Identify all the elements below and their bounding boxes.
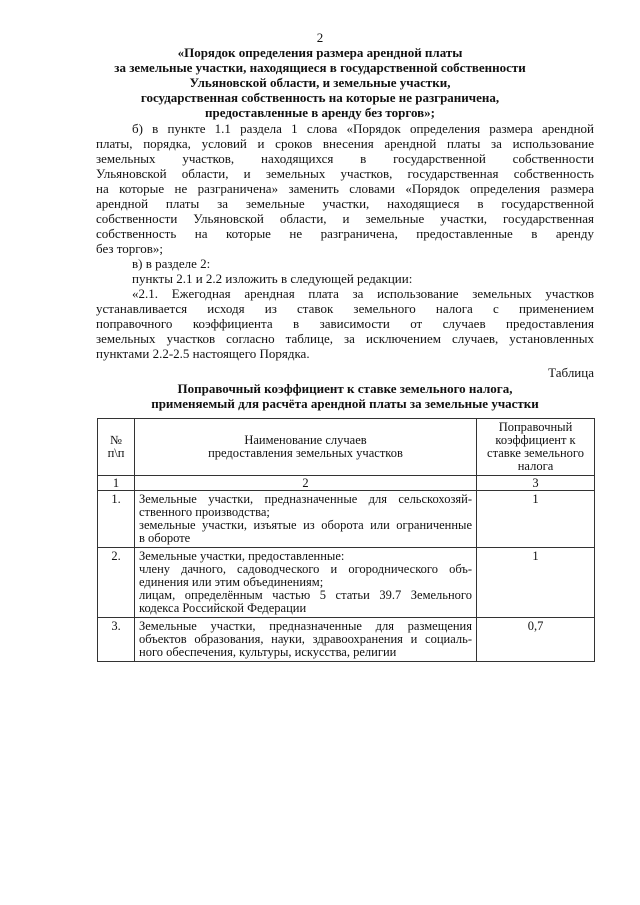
column-number: 2 [135, 476, 477, 491]
title-line: государственная собственность на которые не разграничена, [140, 90, 500, 105]
row-line: Земельные участки, предназначенные для сельскохозяй- [139, 492, 472, 506]
row-line: земельные участки, изъятые из оборота или ограниченные [139, 518, 472, 532]
title-line: предоставленные в аренду без торгов»; [205, 105, 435, 120]
paragraph-line: собственности Ульяновской области, и земельные участки, государственная [96, 211, 594, 226]
row-line: ного обеспечения, культуры, искусства, религии [139, 645, 397, 659]
table-label: Таблица [548, 365, 594, 380]
column-number: 3 [477, 476, 595, 491]
row-line: кодекса Российской Федерации [139, 601, 307, 615]
order-title [96, 45, 544, 120]
row-coefficient: 1 [477, 491, 595, 548]
header-text: ставке земельного [487, 446, 584, 460]
table-row [98, 491, 595, 548]
title-line: «Порядок определения размера арендной платы [177, 45, 463, 60]
paragraph-line: земельных участков, находящихся в государственной собственности [96, 151, 594, 166]
row-line: ственного производства; [139, 505, 270, 519]
paragraph-points: пункты 2.1 и 2.2 изложить в следующей редакции: [132, 271, 413, 286]
paragraph-line: собственность на которые не разграничена, предоставленные в аренду [96, 226, 594, 241]
header-text: коэффициент к [495, 433, 576, 447]
row-line: единения или этим объединениям; [139, 575, 324, 589]
row-description [135, 491, 477, 548]
paragraph-line: пунктами 2.2-2.5 настоящего Порядка. [96, 346, 310, 361]
row-line: Земельные участки, предназначенные для размещения [139, 619, 472, 633]
paragraph-line: арендной платы за земельные участки, находящиеся в государственной [96, 196, 594, 211]
header-text: п\п [107, 446, 125, 460]
row-line: лицам, определённым частью 5 статьи 39.7 Земельного [139, 588, 472, 602]
header-text: № [110, 433, 122, 447]
title-line: за земельные участки, находящиеся в государственной собственности [114, 60, 526, 75]
header-text: Наименование случаев [244, 433, 367, 447]
header-text: налога [517, 459, 554, 473]
row-number: 1. [98, 491, 135, 548]
table-column-number-row [98, 476, 595, 491]
header-name-cell [135, 419, 477, 476]
table-title-line: применяемый для расчёта арендной платы за земельные участки [151, 396, 539, 411]
paragraph-line: земельных участков согласно таблице, за исключением случаев, установленных [96, 331, 594, 346]
title-line: Ульяновской области, и земельные участки, [189, 75, 451, 90]
header-text: Поправочный [498, 420, 573, 434]
table-row [98, 548, 595, 618]
coefficient-table [97, 418, 595, 662]
paragraph-v: в) в разделе 2: [132, 256, 211, 271]
paragraph-2-1 [96, 286, 594, 361]
paragraph-line: на которые не разграничена» заменить словами «Порядок определения размера [96, 181, 594, 196]
table-title-line: Поправочный коэффициент к ставке земельного налога, [177, 381, 513, 396]
row-description [135, 548, 477, 618]
paragraph-line: «2.1. Ежегодная арендная плата за использование земельных участков [132, 286, 594, 301]
header-coef-cell [477, 419, 595, 476]
row-coefficient: 0,7 [477, 618, 595, 662]
paragraph-line: платы, порядка, условий и сроков внесения арендной платы за использование [96, 136, 594, 151]
table-title [96, 381, 594, 411]
table-row [98, 618, 595, 662]
row-line: члену дачного, садоводческого и огороднического объ- [139, 562, 472, 576]
table-header-row [98, 419, 595, 476]
paragraph-b [96, 121, 594, 256]
row-number: 2. [98, 548, 135, 618]
page-number: 2 [316, 30, 324, 45]
paragraph-line: Ульяновской области, и земельных участков, государственная собственность [96, 166, 594, 181]
paragraph-line: без торгов»; [96, 241, 164, 256]
paragraph-line: поправочного коэффициента в зависимости от случаев предоставления [96, 316, 594, 331]
row-line: объектов образования, науки, здравоохранения и социаль- [139, 632, 472, 646]
row-coefficient: 1 [477, 548, 595, 618]
row-number: 3. [98, 618, 135, 662]
paragraph-line: устанавливается исходя из ставок земельного налога с применением [96, 301, 594, 316]
row-line: Земельные участки, предоставленные: [139, 549, 345, 563]
row-line: в обороте [139, 531, 191, 545]
header-text: предоставления земельных участков [208, 446, 403, 460]
column-number: 1 [98, 476, 135, 491]
paragraph-line: б) в пункте 1.1 раздела 1 слова «Порядок определения размера арендной [132, 121, 594, 136]
row-description [135, 618, 477, 662]
header-num-cell [98, 419, 135, 476]
